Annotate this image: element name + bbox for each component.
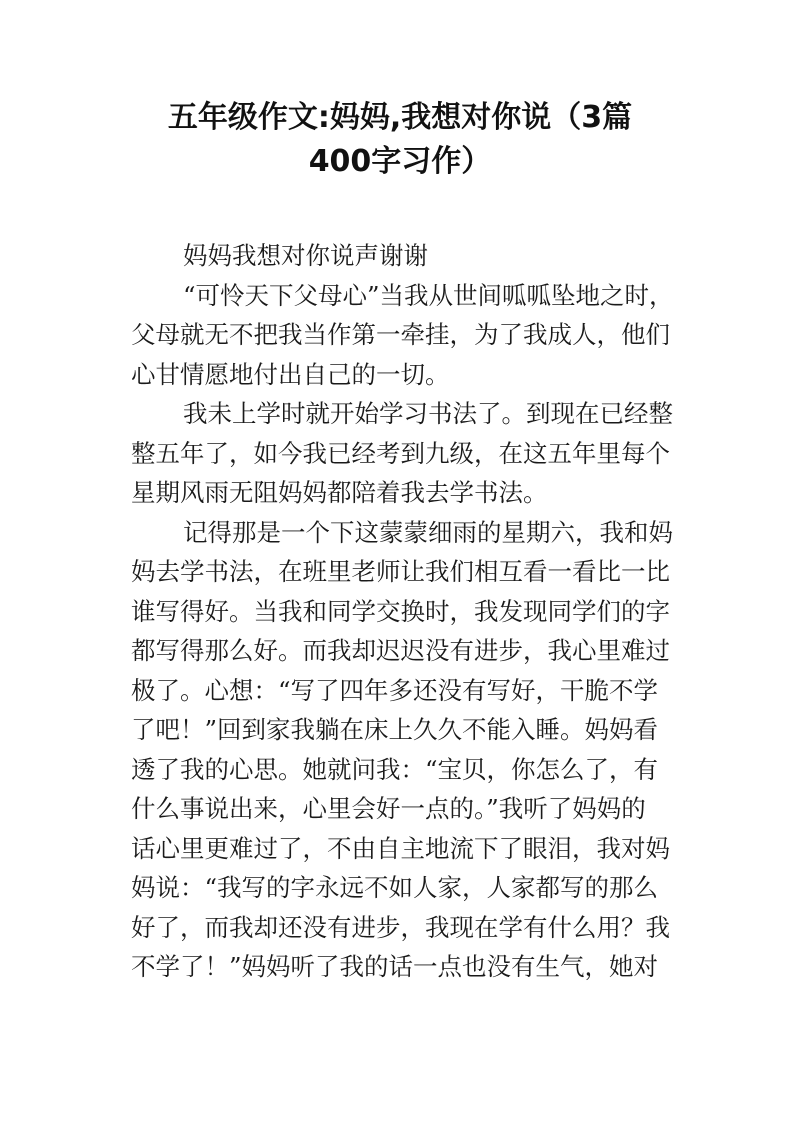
paragraph-line: 心甘情愿地付出自己的一切。 [131,359,450,389]
paragraph-line: 都写得那么好。而我却迟迟没有进步，我心里难过 [131,636,670,665]
paragraph-line: 透了我的心思。她就问我：“宝贝，你怎么了，有 [131,754,659,784]
paragraph-line: 极了。心想：“写了四年多还没有写好，干脆不学 [131,675,659,705]
document-title [0,96,800,184]
paragraph-line: 星期风雨无阻妈妈都陪着我去学书法。 [131,478,548,507]
document-body [131,236,674,987]
paragraph-line: 谁写得好。当我和同学交换时，我发现同学们的字 [131,596,670,626]
paragraph-line: 父母就无不把我当作第一牵挂，为了我成人，他们 [131,320,670,349]
paragraph-line: 好了，而我却还没有进步，我现在学有什么用？我 [131,912,670,942]
title-line-1: 五年级作文:妈妈,我想对你说（3篇 [167,100,633,135]
paragraph-line: 妈说：“我写的字永远不如人家，人家都写的那么 [131,873,659,902]
subtitle-line: 妈妈我想对你说声谢谢 [183,241,428,270]
paragraph-line: 妈去学书法，在班里老师让我们相互看一看比一比 [131,557,670,586]
paragraph-line: 我未上学时就开始学习书法了。到现在已经整 [183,399,673,428]
paragraph-line: 记得那是一个下这蒙蒙细雨的星期六，我和妈 [183,517,673,547]
paragraph-line: 了吧！”回到家我躺在床上久久不能入睡。妈妈看 [131,715,659,744]
paragraph-line: 不学了！”妈妈听了我的话一点也没有生气，她对 [131,952,659,981]
paragraph-line: 话心里更难过了，不由自主地流下了眼泪，我对妈 [131,833,670,863]
paragraph-line: “可怜天下父母心”当我从世间呱呱坠地之时， [183,280,674,310]
paragraph-line: 什么事说出来，心里会好一点的。”我听了妈妈的 [131,794,646,823]
title-line-2: 400字习作） [308,144,492,179]
paragraph-line: 整五年了，如今我已经考到九级，在这五年里每个 [131,438,670,468]
